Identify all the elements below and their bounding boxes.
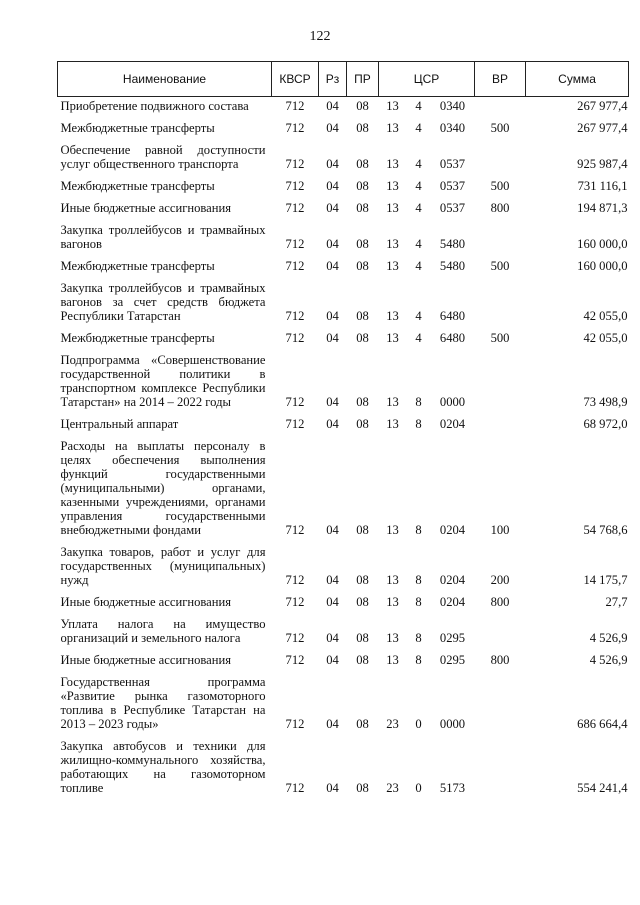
row-sum: 731 116,1 xyxy=(577,179,628,193)
row-vr xyxy=(475,737,526,801)
table-row xyxy=(58,615,629,651)
row-rz: 04 xyxy=(326,631,339,645)
row-rz: 04 xyxy=(326,259,339,273)
row-name: Межбюджетные трансферты xyxy=(60,179,215,193)
row-kvsr: 712 xyxy=(285,417,305,431)
row-csr-subprogram: 4 xyxy=(415,259,422,273)
row-rz: 04 xyxy=(326,395,339,409)
row-kvsr: 712 xyxy=(285,573,305,587)
row-pr: 08 xyxy=(356,573,369,587)
row-kvsr: 712 xyxy=(285,781,305,795)
row-sum: 160 000,0 xyxy=(577,237,628,251)
row-name: Закупка троллейбусов и трамвайных вагонов xyxy=(60,223,266,251)
row-csr-direction: 5173 xyxy=(439,781,466,795)
row-pr: 08 xyxy=(356,259,369,273)
row-rz: 04 xyxy=(326,653,339,667)
row-csr-program: 13 xyxy=(386,259,399,273)
row-csr-subprogram: 0 xyxy=(415,781,422,795)
page-number: 122 xyxy=(309,29,331,44)
row-csr-program: 13 xyxy=(386,573,399,587)
row-csr-subprogram: 4 xyxy=(415,121,422,135)
row-pr: 08 xyxy=(356,237,369,251)
row-name: Центральный аппарат xyxy=(60,417,179,431)
header-csr: ЦСР xyxy=(379,62,475,97)
table-header-row xyxy=(58,62,629,97)
row-csr-program: 13 xyxy=(386,157,399,171)
row-csr-program: 13 xyxy=(386,395,399,409)
row-vr: 800 xyxy=(490,201,510,215)
row-kvsr: 712 xyxy=(285,121,305,135)
row-name: Государственная программа «Развитие рынка газомоторного топлива в Республике Татарстан на 2013 – 2023 годы» xyxy=(60,675,266,731)
row-sum: 54 768,6 xyxy=(583,523,628,537)
row-name: Иные бюджетные ассигнования xyxy=(60,201,232,215)
row-csr-direction: 0204 xyxy=(439,417,466,431)
row-pr: 08 xyxy=(356,717,369,731)
row-sum: 4 526,9 xyxy=(589,653,628,667)
row-pr: 08 xyxy=(356,309,369,323)
row-csr-subprogram: 8 xyxy=(415,653,422,667)
row-vr xyxy=(475,615,526,651)
table-row xyxy=(58,437,629,543)
row-sum: 4 526,9 xyxy=(589,631,628,645)
row-pr: 08 xyxy=(356,201,369,215)
row-name: Закупка товаров, работ и услуг для государственных (муниципальных) нужд xyxy=(60,545,266,587)
row-csr-program: 13 xyxy=(386,331,399,345)
row-csr-direction: 0340 xyxy=(439,99,466,113)
row-csr-subprogram: 4 xyxy=(415,99,422,113)
row-pr: 08 xyxy=(356,523,369,537)
row-csr-direction: 0204 xyxy=(439,573,466,587)
table-row xyxy=(58,415,629,437)
table-body xyxy=(58,97,629,802)
row-kvsr: 712 xyxy=(285,523,305,537)
row-csr-program: 13 xyxy=(386,417,399,431)
row-csr-direction: 5480 xyxy=(439,237,466,251)
row-csr-subprogram: 8 xyxy=(415,631,422,645)
row-vr xyxy=(475,351,526,415)
table-row xyxy=(58,141,629,177)
row-csr-direction: 0537 xyxy=(439,157,466,171)
row-name: Иные бюджетные ассигнования xyxy=(60,653,232,667)
row-vr: 100 xyxy=(490,523,510,537)
row-rz: 04 xyxy=(326,717,339,731)
row-pr: 08 xyxy=(356,121,369,135)
row-kvsr: 712 xyxy=(285,653,305,667)
row-pr: 08 xyxy=(356,99,369,113)
row-vr xyxy=(475,97,526,120)
table-row xyxy=(58,737,629,801)
row-name: Иные бюджетные ассигнования xyxy=(60,595,232,609)
row-vr: 500 xyxy=(490,259,510,273)
row-vr xyxy=(475,221,526,257)
row-name: Уплата налога на имущество организаций и земельного налога xyxy=(60,617,266,645)
row-kvsr: 712 xyxy=(285,201,305,215)
row-pr: 08 xyxy=(356,781,369,795)
row-csr-program: 13 xyxy=(386,121,399,135)
row-rz: 04 xyxy=(326,417,339,431)
row-pr: 08 xyxy=(356,631,369,645)
row-csr-subprogram: 8 xyxy=(415,573,422,587)
row-kvsr: 712 xyxy=(285,157,305,171)
row-rz: 04 xyxy=(326,201,339,215)
row-vr: 500 xyxy=(490,179,510,193)
row-name: Межбюджетные трансферты xyxy=(60,259,215,273)
row-csr-direction: 0295 xyxy=(439,631,466,645)
row-kvsr: 712 xyxy=(285,631,305,645)
row-sum: 160 000,0 xyxy=(577,259,628,273)
row-rz: 04 xyxy=(326,179,339,193)
row-kvsr: 712 xyxy=(285,259,305,273)
row-csr-subprogram: 8 xyxy=(415,395,422,409)
row-csr-program: 13 xyxy=(386,99,399,113)
row-vr xyxy=(475,415,526,437)
row-rz: 04 xyxy=(326,331,339,345)
row-name: Обеспечение равной доступности услуг общественного транспорта xyxy=(60,143,266,171)
header-sum: Сумма xyxy=(526,62,629,97)
row-sum: 267 977,4 xyxy=(577,99,628,113)
row-csr-program: 13 xyxy=(386,653,399,667)
row-pr: 08 xyxy=(356,179,369,193)
row-csr-direction: 6480 xyxy=(439,331,466,345)
row-rz: 04 xyxy=(326,573,339,587)
row-csr-direction: 0537 xyxy=(439,201,466,215)
row-name: Расходы на выплаты персоналу в целях обеспечения выполнения функций государственными (муниципальными) органами, казенными учреждениями, органами управления государственными внебюджетными фондами xyxy=(60,439,266,537)
row-vr: 500 xyxy=(490,121,510,135)
row-csr-subprogram: 4 xyxy=(415,179,422,193)
row-csr-subprogram: 4 xyxy=(415,237,422,251)
row-kvsr: 712 xyxy=(285,179,305,193)
row-sum: 554 241,4 xyxy=(577,781,628,795)
row-rz: 04 xyxy=(326,99,339,113)
row-vr: 200 xyxy=(490,573,510,587)
row-csr-direction: 6480 xyxy=(439,309,466,323)
table-row xyxy=(58,279,629,329)
row-csr-direction: 0204 xyxy=(439,523,466,537)
row-csr-subprogram: 4 xyxy=(415,309,422,323)
table-row xyxy=(58,119,629,141)
row-kvsr: 712 xyxy=(285,331,305,345)
row-name: Закупка троллейбусов и трамвайных вагонов за счет средств бюджета Республики Татарстан xyxy=(60,281,266,323)
row-sum: 194 871,3 xyxy=(577,201,628,215)
row-csr-direction: 0000 xyxy=(439,717,466,731)
row-sum: 42 055,0 xyxy=(583,309,628,323)
row-sum: 14 175,7 xyxy=(583,573,628,587)
row-csr-program: 13 xyxy=(386,309,399,323)
row-csr-direction: 0204 xyxy=(439,595,466,609)
row-kvsr: 712 xyxy=(285,717,305,731)
row-sum: 27,7 xyxy=(605,595,628,609)
row-csr-direction: 0340 xyxy=(439,121,466,135)
row-csr-subprogram: 0 xyxy=(415,717,422,731)
row-csr-program: 13 xyxy=(386,179,399,193)
row-rz: 04 xyxy=(326,781,339,795)
table-row xyxy=(58,177,629,199)
table-row xyxy=(58,351,629,415)
budget-table xyxy=(57,61,629,801)
row-rz: 04 xyxy=(326,595,339,609)
row-csr-direction: 0000 xyxy=(439,395,466,409)
row-csr-program: 23 xyxy=(386,781,399,795)
table-row xyxy=(58,329,629,351)
row-name: Межбюджетные трансферты xyxy=(60,121,215,135)
row-sum: 686 664,4 xyxy=(577,717,628,731)
row-csr-subprogram: 4 xyxy=(415,331,422,345)
row-rz: 04 xyxy=(326,157,339,171)
row-rz: 04 xyxy=(326,523,339,537)
row-csr-subprogram: 8 xyxy=(415,595,422,609)
row-vr: 500 xyxy=(490,331,510,345)
row-name: Закупка автобусов и техники для жилищно-коммунального хозяйства, работающих на газомоторном топливе xyxy=(60,739,266,795)
table-row xyxy=(58,257,629,279)
row-sum: 68 972,0 xyxy=(583,417,628,431)
header-pr: ПР xyxy=(347,62,379,97)
row-kvsr: 712 xyxy=(285,595,305,609)
table-row xyxy=(58,543,629,593)
header-rz: Рз xyxy=(319,62,347,97)
row-name: Подпрограмма «Совершенствование государственной политики в транспортном комплексе Республики Татарстан» на 2014 – 2022 годы xyxy=(60,353,266,409)
row-vr xyxy=(475,279,526,329)
row-csr-subprogram: 4 xyxy=(415,157,422,171)
row-name: Приобретение подвижного состава xyxy=(60,99,249,113)
row-csr-program: 13 xyxy=(386,523,399,537)
row-csr-direction: 0295 xyxy=(439,653,466,667)
table-row xyxy=(58,651,629,673)
row-rz: 04 xyxy=(326,237,339,251)
row-csr-program: 23 xyxy=(386,717,399,731)
row-vr xyxy=(475,141,526,177)
row-vr: 800 xyxy=(490,653,510,667)
row-pr: 08 xyxy=(356,395,369,409)
table-row xyxy=(58,673,629,737)
row-pr: 08 xyxy=(356,653,369,667)
row-pr: 08 xyxy=(356,417,369,431)
row-csr-subprogram: 8 xyxy=(415,417,422,431)
header-vr: ВР xyxy=(475,62,526,97)
row-sum: 73 498,9 xyxy=(583,395,628,409)
row-sum: 925 987,4 xyxy=(577,157,628,171)
row-vr xyxy=(475,673,526,737)
row-sum: 267 977,4 xyxy=(577,121,628,135)
row-vr: 800 xyxy=(490,595,510,609)
row-csr-program: 13 xyxy=(386,201,399,215)
row-rz: 04 xyxy=(326,309,339,323)
row-rz: 04 xyxy=(326,121,339,135)
row-csr-direction: 0537 xyxy=(439,179,466,193)
row-kvsr: 712 xyxy=(285,237,305,251)
row-sum: 42 055,0 xyxy=(583,331,628,345)
header-kvsr: КВСР xyxy=(272,62,319,97)
row-csr-program: 13 xyxy=(386,237,399,251)
row-csr-program: 13 xyxy=(386,595,399,609)
table-row xyxy=(58,221,629,257)
table-row xyxy=(58,199,629,221)
table-row xyxy=(58,593,629,615)
row-pr: 08 xyxy=(356,157,369,171)
row-csr-direction: 5480 xyxy=(439,259,466,273)
row-kvsr: 712 xyxy=(285,309,305,323)
row-pr: 08 xyxy=(356,595,369,609)
row-pr: 08 xyxy=(356,331,369,345)
row-csr-subprogram: 8 xyxy=(415,523,422,537)
row-kvsr: 712 xyxy=(285,395,305,409)
header-name: Наименование xyxy=(58,62,272,97)
row-csr-subprogram: 4 xyxy=(415,201,422,215)
table-row xyxy=(58,97,629,120)
row-name: Межбюджетные трансферты xyxy=(60,331,215,345)
row-csr-program: 13 xyxy=(386,631,399,645)
row-kvsr: 712 xyxy=(285,99,305,113)
